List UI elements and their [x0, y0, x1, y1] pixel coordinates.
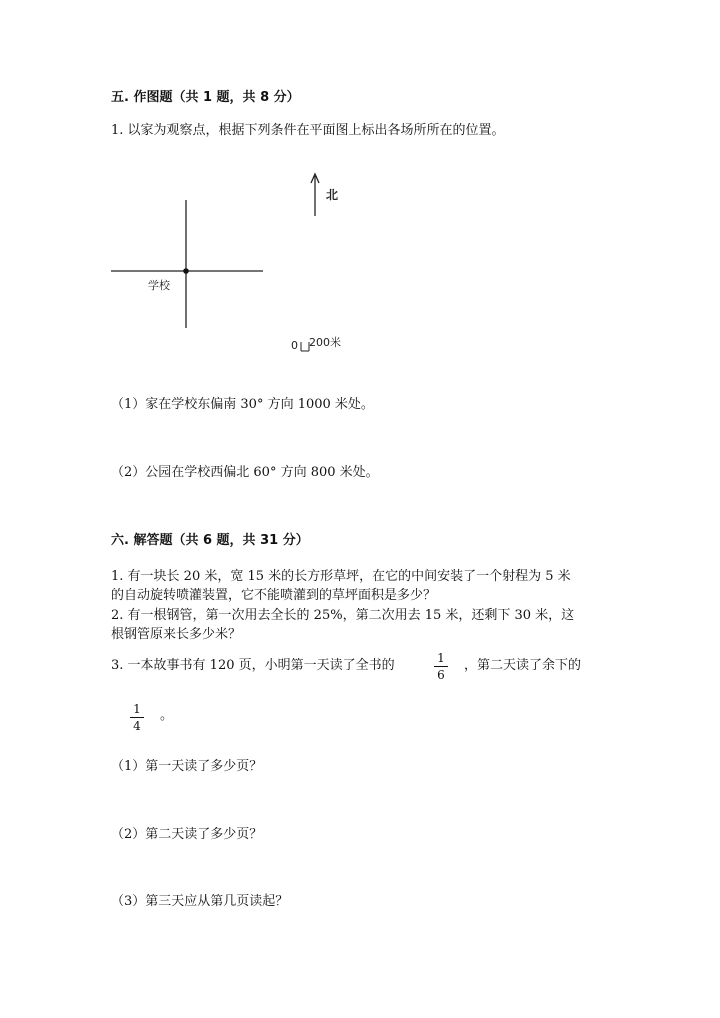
q2-line-1: 2. 有一根钢管，第一次用去全长的 25%，第二次用去 15 米，还剩下 30 米，这	[111, 608, 575, 623]
sub-question-1: （1）第一天读了多少页？	[111, 759, 263, 774]
fraction-1-numerator: 1	[434, 651, 448, 667]
section5-title: 五. 作图题（共 1 题，共 8 分）	[111, 90, 300, 105]
scale-distance-label: 200米	[309, 336, 341, 349]
q1-line-1: 1. 有一块长 20 米，宽 15 米的长方形草坪，在它的中间安装了一个射程为 5 米	[111, 569, 571, 584]
scale-zero-label: 0	[291, 339, 298, 352]
q3-fraction-2	[130, 702, 144, 733]
q3-text-c: 。	[160, 708, 174, 723]
map-diagram	[0, 0, 720, 370]
q3-text-a: 3. 一本故事书有 120 页，小明第一天读了全书的	[111, 658, 395, 673]
north-label: 北	[326, 188, 339, 202]
question-1-text: 1. 以家为观察点，根据下列条件在平面图上标出各场所所在的位置。	[111, 123, 505, 138]
school-point	[183, 268, 189, 274]
q3-text-b: ，第二天读了余下的	[464, 658, 582, 673]
condition-1: （1）家在学校东偏南 30° 方向 1000 米处。	[111, 397, 374, 412]
condition-2: （2）公园在学校西偏北 60° 方向 800 米处。	[111, 465, 379, 480]
school-label: 学校	[148, 279, 170, 292]
fraction-2-denominator: 4	[133, 719, 141, 733]
fraction-1-denominator: 6	[437, 668, 445, 682]
section6-title: 六. 解答题（共 6 题，共 31 分）	[111, 533, 309, 548]
q3-fraction-1	[434, 651, 448, 682]
sub-question-3: （3）第三天应从第几页读起？	[111, 894, 289, 909]
fraction-2-numerator: 1	[130, 702, 144, 718]
q2-line-2: 根钢管原来长多少米？	[111, 627, 242, 642]
q1-line-2: 的自动旋转喷灌装置，它不能喷灌到的草坪面积是多少？	[111, 588, 437, 603]
sub-question-2: （2）第二天读了多少页？	[111, 827, 263, 842]
